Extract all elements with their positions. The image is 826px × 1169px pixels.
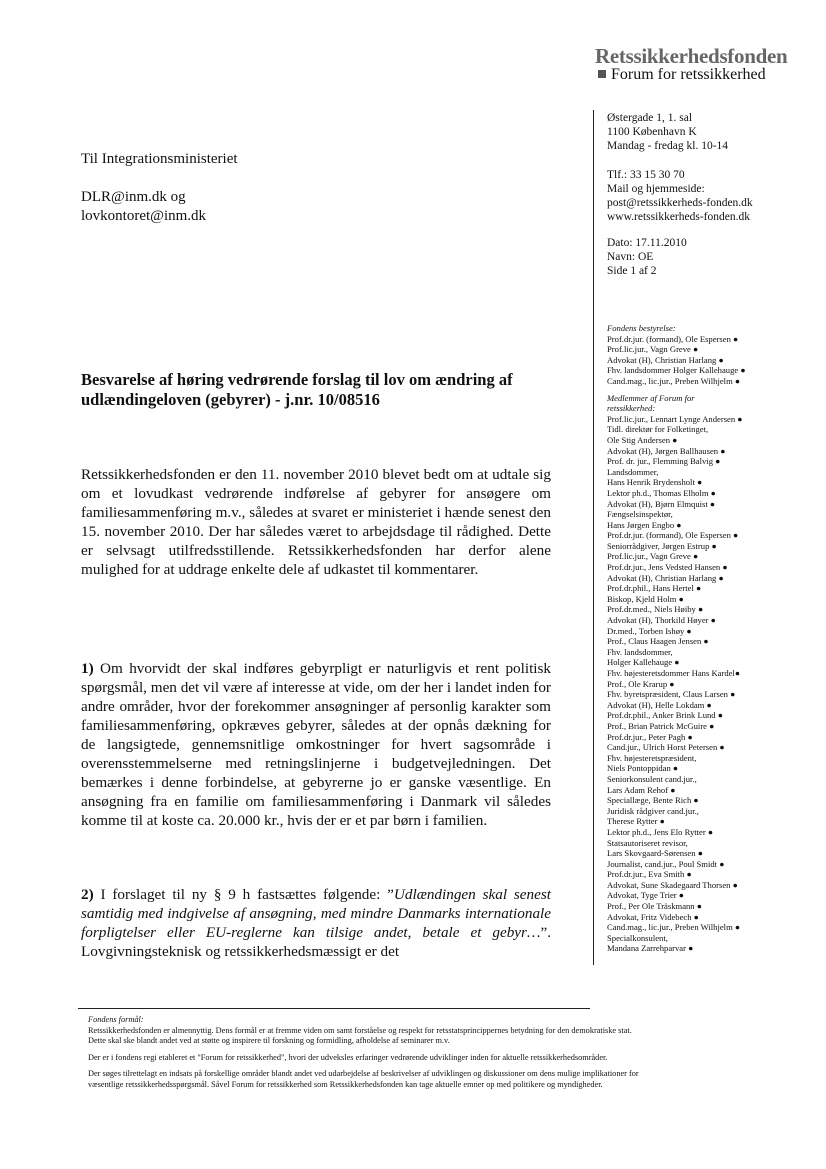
board-member: Advokat (H), Christian Harlang ● — [607, 354, 724, 365]
footer — [88, 1015, 748, 1090]
address-line: 1100 København K — [607, 126, 697, 138]
forum-member: Fængselsinspektør, — [607, 509, 673, 520]
board-member: Fhv. landsdommer Holger Kallehauge ● — [607, 365, 746, 376]
forum-member: Prof., Brian Patrick McGuire ● — [607, 720, 715, 731]
forum-member: Mandana Zarrehparvar ● — [607, 943, 694, 954]
paragraph-number: 1) — [81, 660, 94, 677]
forum-member: Fhv. højesteretsdommer Hans Kardel● — [607, 668, 741, 678]
footer-line: Der er i fondens regi etableret et "Forum for retssikkerhed", hvori der udveksles erfaringer vedrørende udviklinger inden for aktuelle retssikkerhedsområder. — [88, 1052, 608, 1062]
website-link[interactable]: www.retssikkerheds-fonden.dk — [607, 211, 750, 223]
board-member: Prof.lic.jur., Vagn Greve ● — [607, 344, 699, 355]
recipient-email[interactable]: lovkontoret@inm.dk — [81, 208, 207, 224]
address-line: Østergade 1, 1. sal — [607, 112, 693, 124]
paragraph-2 — [81, 885, 551, 961]
page-number: Side 1 af 2 — [607, 265, 657, 277]
forum-member: Cand.jur., Ulrich Horst Petersen ● — [607, 742, 725, 753]
square-bullet-icon — [598, 70, 606, 78]
logo-subtitle-text: Forum for retssikkerhed — [611, 66, 766, 83]
forum-member: Tidl. direktør for Folketinget, — [607, 424, 709, 435]
forum-member: Prof., Ole Krarup ● — [607, 678, 675, 689]
forum-member: Prof.lic.jur., Vagn Greve ● — [607, 551, 699, 562]
letter-date: Dato: 17.11.2010 — [607, 237, 687, 249]
vertical-divider — [593, 110, 594, 965]
forum-member: Prof., Claus Haagen Jensen ● — [607, 636, 709, 647]
board-member: Prof.dr.jur. (formand), Ole Espersen ● — [607, 333, 739, 344]
phone: Tlf.: 33 15 30 70 — [607, 169, 685, 181]
recipient-emails — [81, 188, 206, 226]
organization-logo-name: Retssikkerhedsfonden — [595, 44, 788, 68]
contact-address — [607, 111, 728, 153]
forum-member: Dr.med., Torben Ishøy ● — [607, 625, 692, 636]
forum-member: Therese Rytter ● — [607, 816, 665, 827]
paragraph-1-text: Om hvorvidt der skal indføres gebyrpligt er naturligvis et rent politisk spørgsmål, men det vil være af interesse at vide, om der her i landet inden for andre områder, hvor der forekommer ansøgninger af personlig karakter som familiesammenføring, opkræves gebyrer, således at der opnås dækning for de langsigtede, gennemsnitlige omkostninger for hvert sagsområde i overensstemmelserne med retningslinjerne i budgetvejledningen. Det bemærkes i denne forbindelse, at gebyrerne jo er ganske væsentlige. En ansøgning fra en familie om familiesammenføring i Danmark vil således komme til at koste ca. 20.000 kr., hvis der er et par børn i familien. — [81, 660, 552, 829]
forum-member: Seniorkonsulent cand.jur., — [607, 773, 697, 784]
forum-member: Lektor ph.d., Jens Elo Rytter ● — [607, 826, 714, 837]
mail-web-label: Mail og hjemmeside: — [607, 183, 705, 195]
forum-members-list — [607, 413, 746, 954]
recipient-name: Til Integrationsministeriet — [81, 151, 238, 167]
footer-line: Der søges tilrettelagt en indsats på forskellige områder blandt andet ved udarbejdelse af beskrivelser af udviklingen og diskussioner om dens mulige implikationer for — [88, 1069, 639, 1078]
board-members — [607, 323, 746, 954]
forum-member: Journalist, cand.jur., Poul Smidt ● — [607, 858, 725, 869]
organization-logo-subtitle — [598, 66, 766, 84]
forum-member: Prof., Per Ole Träskmann ● — [607, 901, 702, 912]
forum-title: retssikkerhed: — [607, 403, 656, 414]
forum-member: Fhv. landsdommer, — [607, 646, 673, 657]
forum-member: Specialkonsulent, — [607, 932, 668, 943]
forum-member: Prof. dr. jur., Flemming Balvig ● — [607, 456, 721, 467]
forum-member: Prof.dr.jur., Jens Vedsted Hansen ● — [607, 562, 728, 573]
forum-member: Ole Stig Andersen ● — [607, 434, 678, 445]
forum-member: Prof.dr.jur., Eva Smith ● — [607, 869, 692, 880]
forum-member: Advokat (H), Christian Harlang ● — [607, 572, 724, 583]
forum-member: Advokat (H), Bjørn Elmquist ● — [607, 498, 716, 509]
footer-line: Retssikkerhedsfonden er almennyttig. Dens formål er at fremme viden om samt forståelse og respekt for retsstatsprincippernes betydning for den demokratiske stat. — [88, 1025, 632, 1035]
forum-member: Hans Henrik Brydensholt ● — [607, 477, 703, 488]
forum-member: Prof.dr.med., Niels Høiby ● — [607, 604, 704, 615]
email-link[interactable]: post@retssikkerheds-fonden.dk — [607, 197, 753, 209]
paragraph-2-continuation: ”. Lovgivningsteknisk og retssikkerhedsmæssigt er det — [81, 924, 551, 960]
forum-member: Lars Skovgaard-Sørensen ● — [607, 848, 703, 859]
forum-member: Advokat (H), Jørgen Ballhausen ● — [607, 445, 726, 456]
forum-member: Lektor ph.d., Thomas Elholm ● — [607, 487, 716, 498]
forum-member: Speciallæge, Bente Rich ● — [607, 795, 699, 806]
forum-member: Prof.dr.phil., Hans Hertel ● — [607, 583, 702, 594]
forum-member: Prof.dr.jur. (formand), Ole Espersen ● — [607, 530, 739, 541]
paragraph-1 — [81, 659, 551, 830]
forum-member: Advokat, Fritz Videbech ● — [607, 911, 699, 922]
forum-member: Juridisk rådgiver cand.jur., — [607, 805, 699, 816]
letter-meta — [607, 236, 687, 278]
board-title: Fondens bestyrelse: — [607, 323, 676, 333]
forum-member: Prof.dr.phil., Anker Brink Lund ● — [607, 710, 723, 721]
forum-member: Fhv. højesteretspræsident, — [607, 752, 697, 763]
intro-paragraph: Retssikkerhedsfonden er den 11. november 2010 blevet bedt om at udtale sig om et lovudkast vedrørende indførelse af gebyrer for ansøgere om familiesammenføring m.v., således at svaret er ministeriet i hænde senest den 15. november 2010. Der har således været to arbejdsdage til rådighed. Dette er selvsagt utilfredsstillende. Retssikkerhedsfonden har derfor alene mulighed for at uddrage enkelte dele af udkastet til kommentarer. — [81, 466, 551, 578]
recipient-email[interactable]: DLR@inm.dk og — [81, 189, 186, 205]
office-hours: Mandag - fredag kl. 10-14 — [607, 140, 729, 152]
forum-member: Prof.dr.jur., Peter Pagh ● — [607, 731, 693, 742]
footer-line: væsentlige retssikkerhedsspørgsmål. Såvel Forum for retssikkerhed som Retssikkerhedsfonden kan tage aktuelle emner op med politikere og myndigheder. — [88, 1079, 603, 1089]
footer-divider — [78, 1008, 590, 1009]
paragraph-number: 2) — [81, 886, 94, 903]
forum-member: Lars Adam Rehof ● — [607, 784, 676, 795]
forum-member: Advokat (H), Helle Lokdam ● — [607, 699, 712, 710]
paragraph-2-text: I forslaget til ny § 9 h fastsættes følgende: ” — [100, 886, 394, 903]
forum-member: Cand.mag., lic.jur., Preben Wilhjelm ● — [607, 922, 741, 933]
forum-member: Statsautoriseret revisor, — [607, 837, 688, 848]
forum-member: Landsdommer, — [607, 466, 659, 477]
forum-member: Hans Jørgen Engbo ● — [607, 519, 682, 530]
letter-heading: Besvarelse af høring vedrørende forslag til lov om ændring af udlændingeloven (gebyrer) - j.nr. 10/08516 — [81, 370, 513, 409]
paragraph-2-quote: Udlændingen skal senest samtidig med indgivelse af ansøgning, med mindre Danmarks internationale forpligtelser eller EU-reglerne kan tilsige andet, betale et gebyr… — [81, 886, 551, 941]
forum-member: Holger Kallehauge ● — [607, 657, 680, 668]
forum-member: Advokat, Sune Skadegaard Thorsen ● — [607, 879, 738, 890]
forum-member: Niels Pontoppidan ● — [607, 763, 679, 774]
forum-member: Fhv. byretspræsident, Claus Larsen ● — [607, 689, 736, 700]
contact-phone-web — [607, 168, 753, 224]
board-member: Cand.mag., lic.jur., Preben Wilhjelm ● — [607, 375, 741, 386]
letter-author: Navn: OE — [607, 251, 654, 263]
footer-line: Dette skal ske blandt andet ved at støtte og inspirere til forskning og formidling, afholdelse af seminarer m.v. — [88, 1036, 450, 1045]
forum-title: Medlemmer af Forum for — [607, 392, 695, 403]
forum-member: Advokat (H), Thorkild Høyer ● — [607, 615, 716, 626]
forum-member: Advokat, Tyge Trier ● — [607, 890, 684, 901]
forum-member: Biskop, Kjeld Holm ● — [607, 593, 684, 604]
footer-label: Fondens formål: — [88, 1015, 144, 1024]
forum-member: Seniorrådgiver, Jørgen Estrup ● — [607, 540, 717, 551]
forum-member: Prof.lic.jur., Lennart Lynge Andersen ● — [607, 413, 743, 424]
